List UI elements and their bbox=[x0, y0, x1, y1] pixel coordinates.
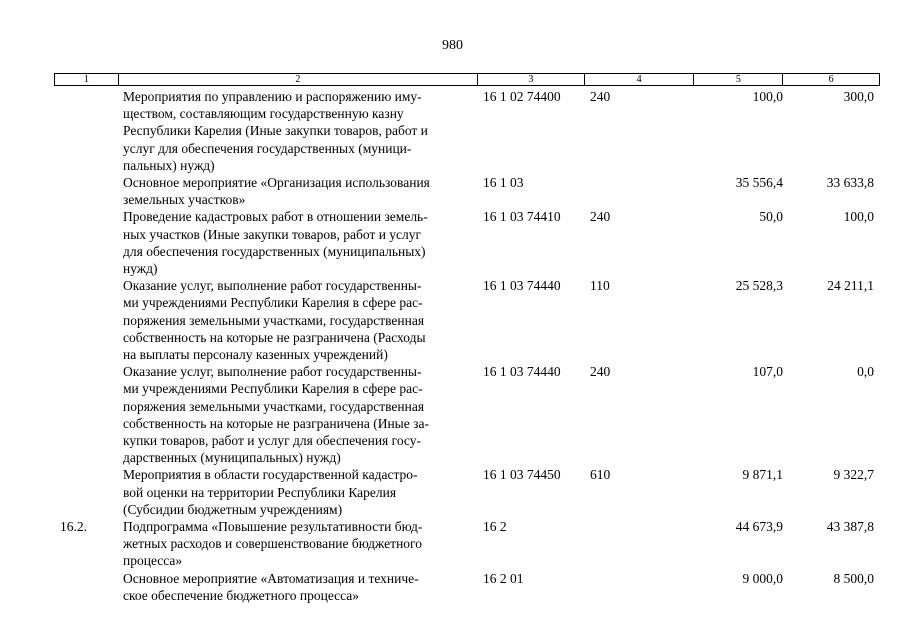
table-body bbox=[54, 88, 880, 604]
row-description: Мероприятия по управлению и распоряжению иму- ществом, составляющим государственную казну Республики Карелия (Иные закупки товаров, работ и услуг для обеспечения государственных (муници- пальных) нужд) bbox=[123, 89, 428, 173]
column-header-1: 1 bbox=[83, 74, 89, 85]
row-description: Подпрограмма «Повышение результативности бюд- жетных расходов и совершенствование бюджетного процесса» bbox=[123, 519, 423, 569]
row-value-col5: 9 000,0 bbox=[742, 570, 783, 586]
row-code: 16 1 02 74400 bbox=[483, 89, 561, 104]
row-expense-type: 240 bbox=[590, 364, 611, 380]
row-expense-type: 240 bbox=[590, 89, 611, 104]
row-value-col5: 107,0 bbox=[752, 364, 783, 380]
row-value-col5: 50,0 bbox=[759, 209, 783, 225]
row-value-col6: 8 500,0 bbox=[833, 570, 874, 586]
row-number bbox=[54, 174, 117, 208]
row-expense-type bbox=[584, 518, 694, 570]
table-row bbox=[54, 277, 880, 363]
table-row bbox=[54, 518, 880, 570]
row-description: Мероприятия в области государственной кадастро- вой оценки на территории Республики Карелия (Субсидии бюджетным учреждениям) bbox=[123, 467, 418, 517]
table-row bbox=[54, 208, 880, 277]
row-number: 16.2. bbox=[60, 519, 87, 535]
page-number: 980 bbox=[442, 38, 463, 53]
table-row bbox=[54, 466, 880, 518]
row-code: 16 2 bbox=[483, 519, 507, 535]
column-header-5: 5 bbox=[693, 74, 782, 85]
row-value-col5: 9 871,1 bbox=[742, 467, 783, 483]
row-value-col6: 0,0 bbox=[857, 364, 874, 380]
column-header-4: 4 bbox=[584, 74, 694, 85]
row-value-col6: 9 322,7 bbox=[833, 467, 874, 483]
row-code: 16 1 03 bbox=[483, 175, 524, 191]
column-header-2: 2 bbox=[118, 74, 477, 85]
row-description: Оказание услуг, выполнение работ государственны- ми учреждениями Республики Карелия в сфере рас- поряжения земельными участками, государственная собственность на которые не разграничена (Иные за- купки товаров, работ и услуг для обеспечения госу- дарственных (муниципальных) нужд) bbox=[123, 364, 429, 466]
row-description: Основное мероприятие «Автоматизация и техниче- ское обеспечение бюджетного процесса» bbox=[123, 570, 419, 603]
row-number bbox=[54, 466, 117, 518]
row-description: Основное мероприятие «Организация использования земельных участков» bbox=[123, 175, 430, 208]
row-description: Проведение кадастровых работ в отношении земель- ных участков (Иные закупки товаров, работ и услуг для обеспечения государственных (муниципальных) нужд) bbox=[123, 209, 428, 277]
row-value-col6: 300,0 bbox=[843, 89, 874, 104]
table-row bbox=[54, 174, 880, 208]
row-code: 16 1 03 74410 bbox=[483, 209, 561, 225]
row-value-col6: 100,0 bbox=[843, 209, 874, 225]
table-row bbox=[54, 88, 880, 174]
table-header bbox=[54, 73, 880, 86]
row-number bbox=[54, 363, 117, 466]
column-header-6: 6 bbox=[782, 74, 879, 85]
row-value-col6: 33 633,8 bbox=[826, 175, 874, 191]
row-number bbox=[54, 570, 117, 604]
row-code: 16 1 03 74440 bbox=[483, 364, 561, 380]
row-number bbox=[54, 208, 117, 277]
row-number bbox=[54, 277, 117, 363]
row-number bbox=[54, 88, 117, 174]
row-code: 16 1 03 74450 bbox=[483, 467, 561, 483]
row-expense-type: 610 bbox=[590, 467, 611, 483]
row-value-col6: 24 211,1 bbox=[827, 278, 874, 294]
table-row bbox=[54, 570, 880, 604]
row-value-col6: 43 387,8 bbox=[826, 519, 874, 535]
row-expense-type: 110 bbox=[590, 278, 610, 294]
row-expense-type: 240 bbox=[590, 209, 611, 225]
row-value-col5: 100,0 bbox=[752, 89, 783, 104]
row-value-col5: 44 673,9 bbox=[735, 519, 783, 535]
row-description: Оказание услуг, выполнение работ государственны- ми учреждениями Республики Карелия в сфере рас- поряжения земельными участками, государственная собственность на которые не разграничена (Расходы на выплаты персоналу казенных учреждений) bbox=[123, 278, 426, 363]
row-value-col5: 25 528,3 bbox=[735, 278, 783, 294]
row-expense-type bbox=[584, 174, 694, 208]
row-code: 16 2 01 bbox=[483, 570, 524, 586]
column-header-3: 3 bbox=[477, 74, 584, 85]
table-row bbox=[54, 363, 880, 466]
row-code: 16 1 03 74440 bbox=[483, 278, 561, 294]
row-value-col5: 35 556,4 bbox=[735, 175, 783, 191]
row-expense-type bbox=[584, 570, 694, 604]
